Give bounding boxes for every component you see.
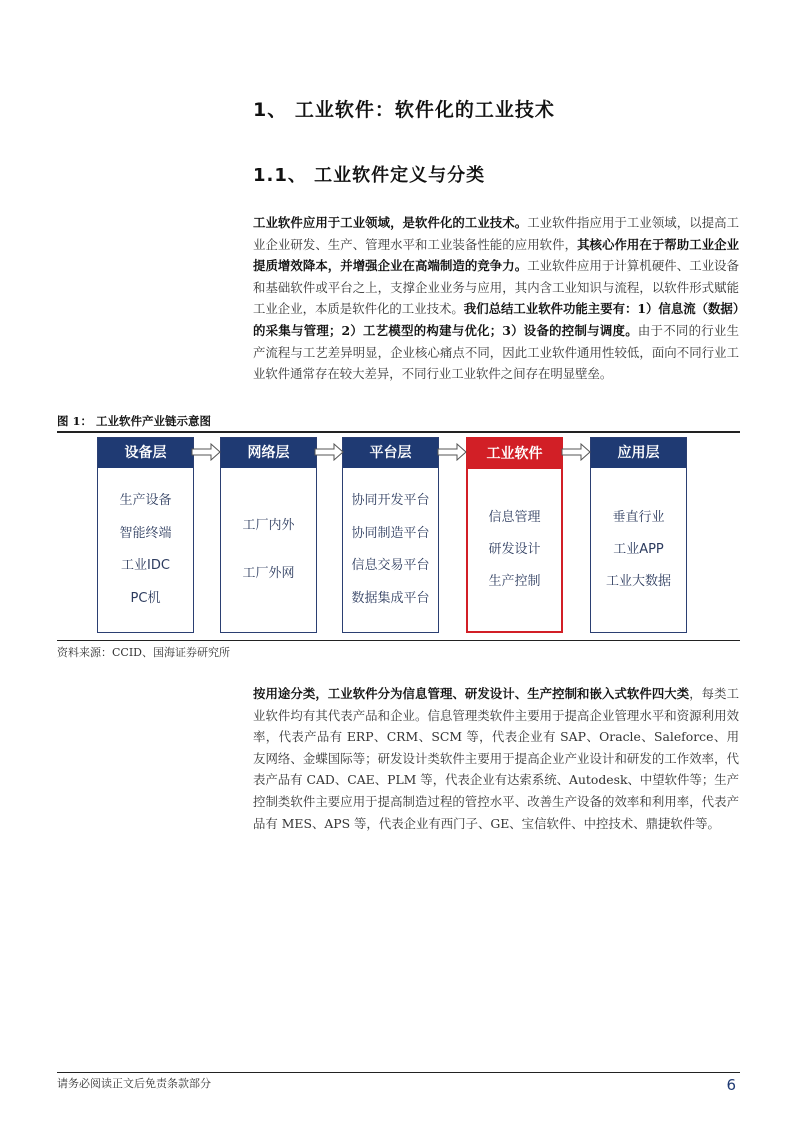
section-heading: 1、 工业软件：软件化的工业技术 xyxy=(253,99,555,121)
body-text: 工业软件指应用于工业领域，以提高工业企业研发、生产、管理水平和工业装备性能的应用软件， xyxy=(253,215,740,252)
layer-item: 协同开发平台 xyxy=(351,493,430,508)
layer-box-industrial-software xyxy=(466,437,563,633)
layer-item: 研发设计 xyxy=(488,542,541,557)
footer-disclaimer: 请务必阅读正文后免责条款部分 xyxy=(57,1077,211,1090)
layer-item: 生产控制 xyxy=(488,574,541,589)
layer-item: 工业IDC xyxy=(121,558,170,573)
layer-item: 工业大数据 xyxy=(605,574,671,589)
arrow-right-icon xyxy=(314,443,344,461)
layer-header: 设备层 xyxy=(98,438,193,468)
layer-item: 生产设备 xyxy=(119,493,172,508)
bold-text: 我们总结工业软件功能主要有：1）信息流（数据）的采集与管理；2）工艺模型的构建与优化；3）设备的控制与调度。 xyxy=(253,301,740,338)
footer-rule xyxy=(57,1072,740,1073)
layer-header: 网络层 xyxy=(221,438,316,468)
layer-header: 工业软件 xyxy=(468,439,561,469)
layer-item: 信息交易平台 xyxy=(351,558,430,573)
bold-text: 其核心作用在于帮助工业企业提质增效降本，并增强企业在高端制造的竞争力。 xyxy=(253,236,740,274)
layer-item: 工业APP xyxy=(613,542,664,557)
classification-paragraph xyxy=(253,683,739,834)
layer-box-platform xyxy=(342,437,439,633)
arrow-right-icon xyxy=(437,443,467,461)
bold-text: 工业软件应用于工业领域，是软件化的工业技术。 xyxy=(253,215,528,230)
layer-header: 平台层 xyxy=(343,438,438,468)
layer-item: 工厂外网 xyxy=(242,566,295,581)
layer-box-application xyxy=(590,437,687,633)
intro-paragraph xyxy=(253,212,739,385)
figure-bottom-rule xyxy=(57,640,740,641)
layer-box-network xyxy=(220,437,317,633)
arrow-right-icon xyxy=(561,443,591,461)
body-text: ，每类工业软件均有其代表产品和企业。信息管理类软件主要用于提高企业管理水平和资源利用效率，代表产品有 ERP、CRM、SCM 等，代表企业有 SAP、Oracle、Saleforce、用友网络、金蝶国际等；研发设计类软件主要用于提高企业产业设计和研发的工作效率，代表产品有 CAD、CAE、PLM 等，代表企业有达索系统、Autodesk、中望软件等；生产控制类软件主要应用于提高制造过程的管控水平、改善生产设备的效率和利用率，代表产品有 MES、APS 等，代表企业有西门子、GE、宝信软件、中控技术、鼎捷软件等。 xyxy=(253,686,740,831)
layer-item: 垂直行业 xyxy=(612,510,665,525)
layer-item: 信息管理 xyxy=(488,510,541,525)
layer-item: 工厂内外 xyxy=(242,518,295,533)
layer-item: PC机 xyxy=(130,590,161,606)
figure-source: 资料来源：CCID、国海证券研究所 xyxy=(57,646,230,659)
bold-text: 按用途分类，工业软件分为信息管理、研发设计、生产控制和嵌入式软件四大类 xyxy=(253,686,690,701)
layer-box-device xyxy=(97,437,194,633)
subsection-heading: 1.1、 工业软件定义与分类 xyxy=(253,165,486,186)
body-text: 工业软件应用于计算机硬件、工业设备和基础软件或平台之上，支撑企业业务与应用，其内含工业知识与流程，以软件形式赋能工业企业，本质是软件化的工业技术。 xyxy=(253,258,740,317)
layer-header: 应用层 xyxy=(591,438,686,468)
layer-item: 智能终端 xyxy=(119,525,172,541)
arrow-right-icon xyxy=(191,443,221,461)
layer-item: 协同制造平台 xyxy=(351,525,430,541)
body-text: 由于不同的行业生产流程与工艺差异明显，企业核心痛点不同，因此工业软件通用性较低，面向不同行业工业软件通常存在较大差异，不同行业工业软件之间存在明显壁垒。 xyxy=(253,322,740,382)
layer-item: 数据集成平台 xyxy=(351,590,430,606)
figure-top-rule xyxy=(57,431,740,433)
figure-title: 图 1： 工业软件产业链示意图 xyxy=(57,414,212,428)
page-number: 6 xyxy=(726,1076,736,1094)
